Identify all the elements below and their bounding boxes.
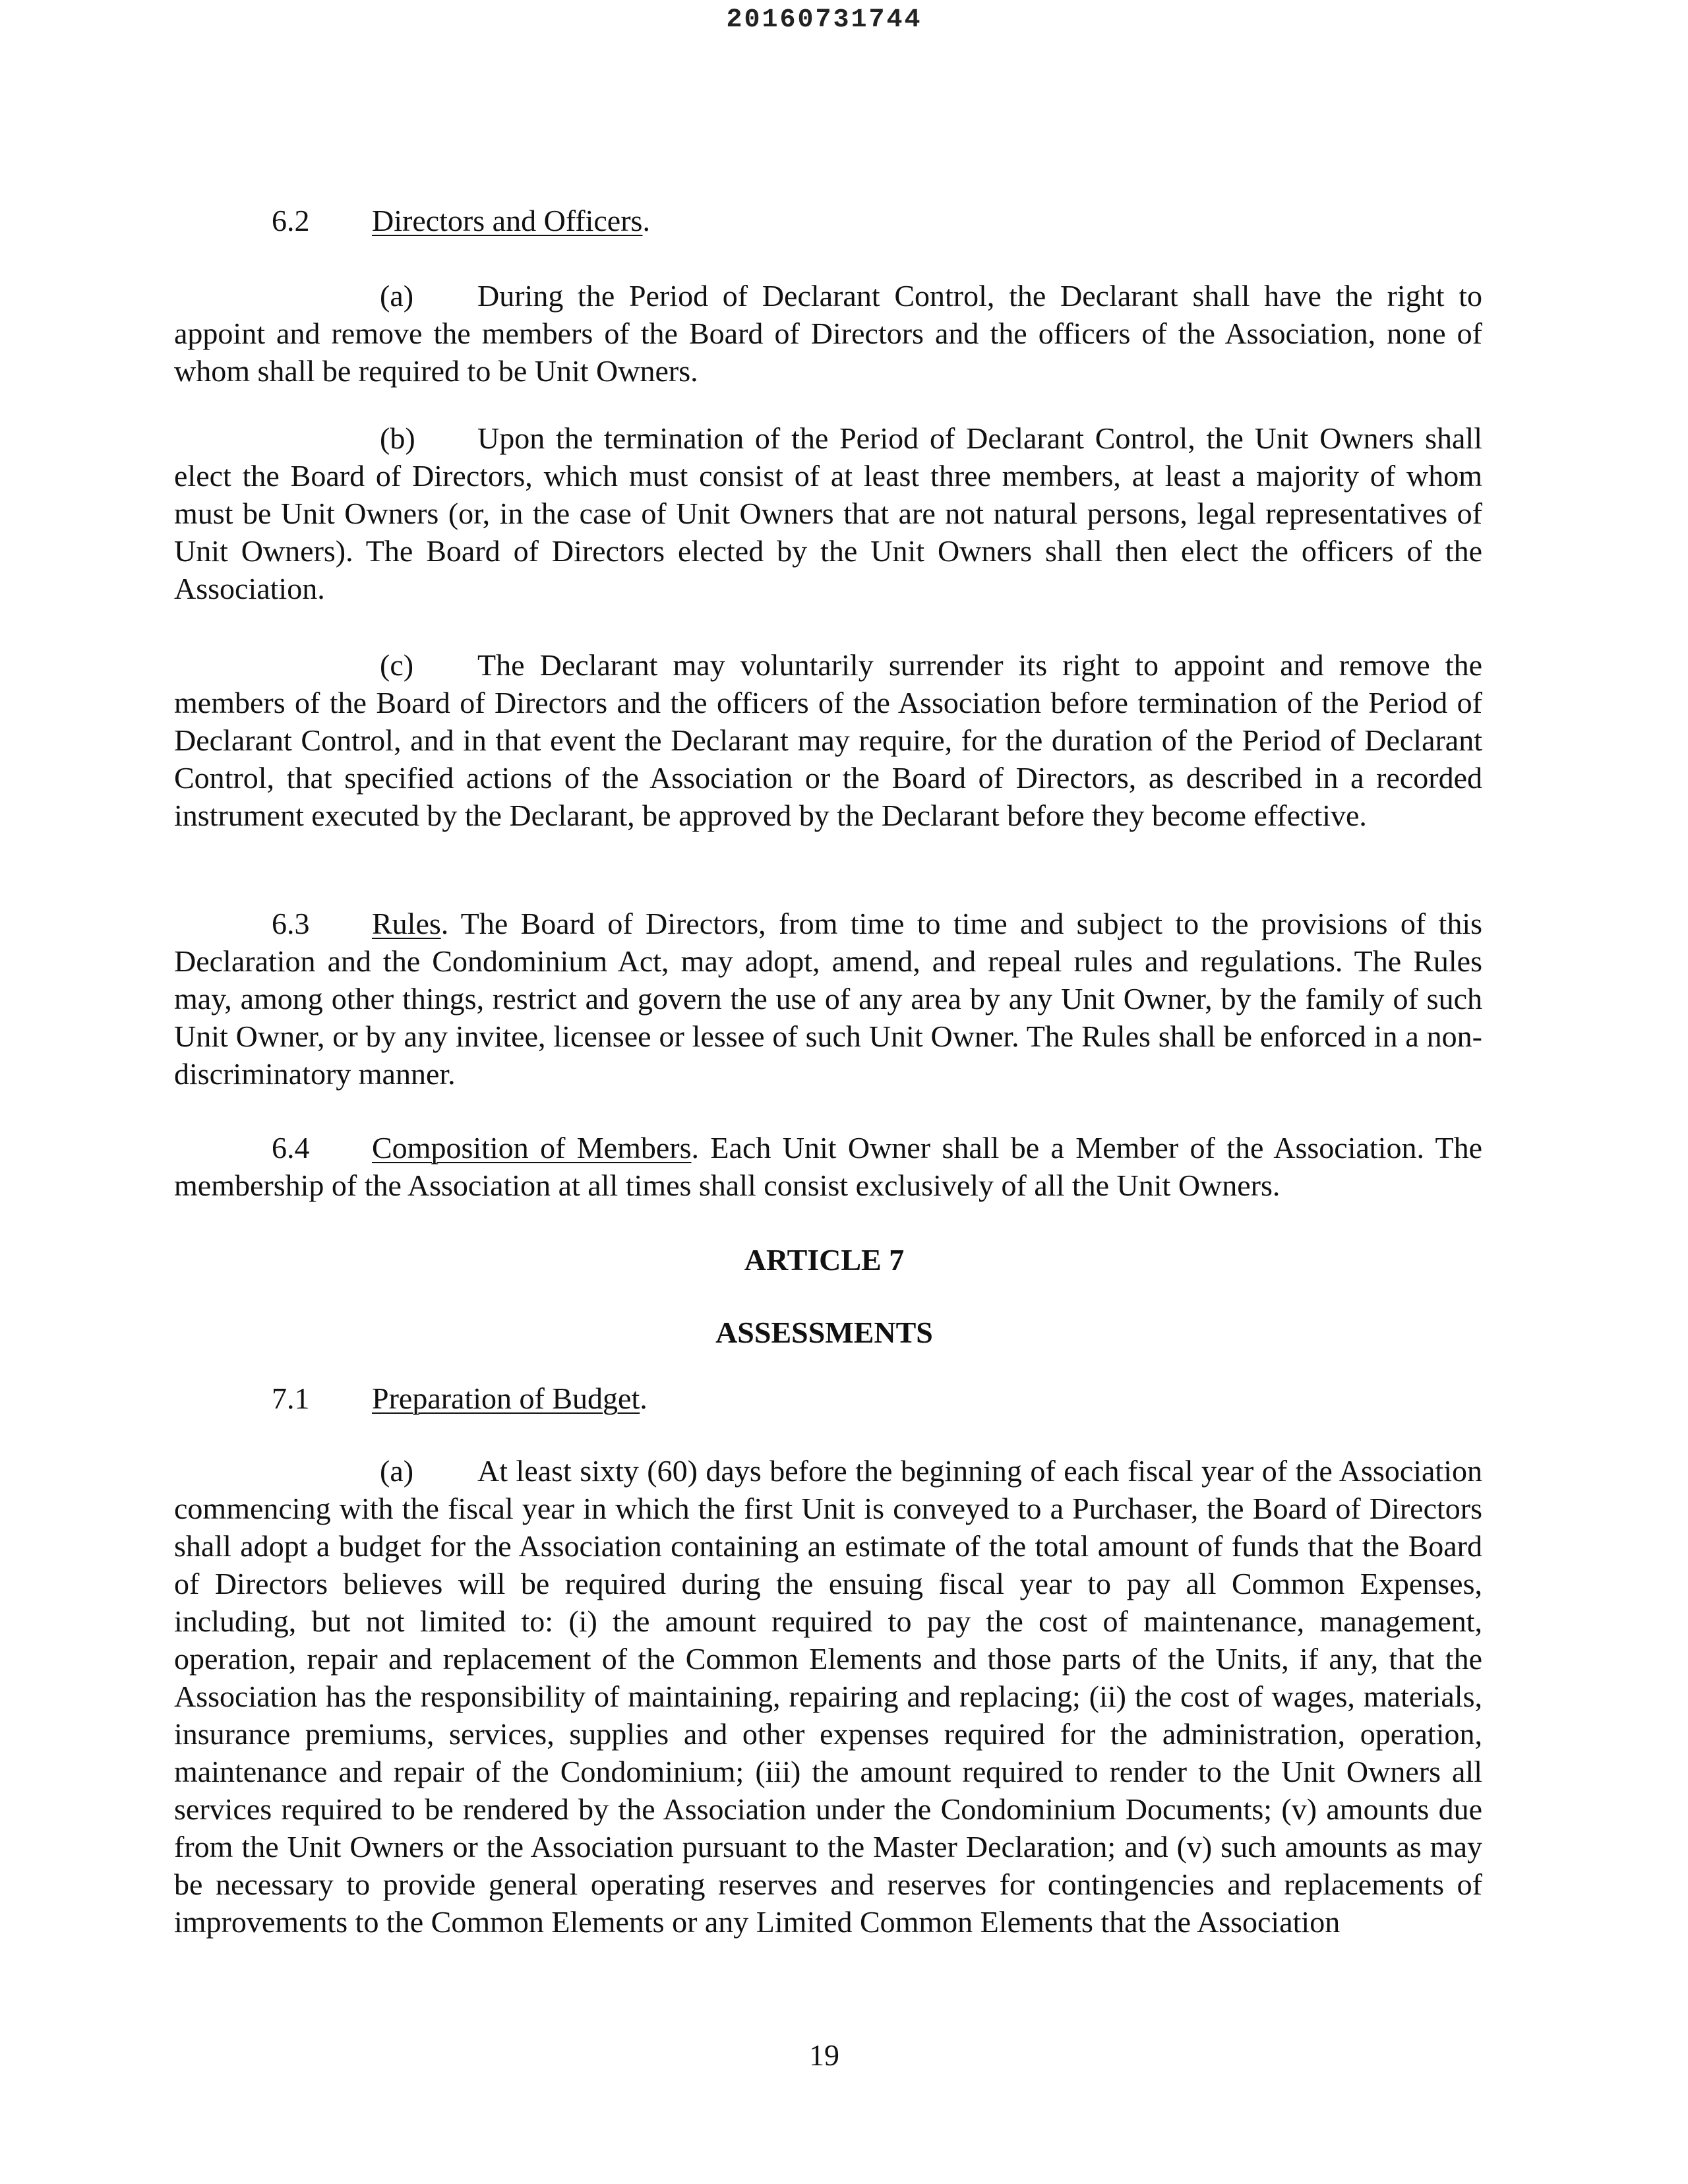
section-number: 6.2 — [272, 204, 310, 237]
document-number: 20160731744 — [726, 5, 922, 35]
section-title: Rules — [372, 907, 441, 940]
paragraph-label: (c) — [380, 648, 414, 682]
paragraph-label: (a) — [380, 279, 414, 313]
paragraph-text: At least sixty (60) days before the beginning of each fiscal year of the Association commencing with the fiscal year in which the first Unit is conveyed to a Purchaser, the Board of Directors shall adopt a budget for the Association containing an estimate of the total amount of funds that the Board of Directors believes will be required during the ensuing fiscal year to pay all Common Expenses, including, but not limited to: (i) the amount required to pay the cost of maintenance, management, operation, repair and replacement of the Common Elements and those parts of the Units, if any, that the Association has the responsibility of maintaining, repairing and replacing; (ii) the cost of wages, materials, insurance premiums, services, supplies and other expenses required for the administration, operation, maintenance and repair of the Condominium; (iii) the amount required to render to the Unit Owners all services required to be rendered by the Association under the Condominium Documents; (v) amounts due from the Unit Owners or the Association pursuant to the Master Declaration; and (v) such amounts as may be necessary to provide general operating reserves and reserves for contingencies and replacements of improvements to the Common Elements or any Limited Common Elements that the Association — [174, 1454, 1482, 1939]
section-number: 7.1 — [272, 1381, 310, 1415]
section-6-2-c — [174, 646, 1482, 834]
page-number: 19 — [809, 2038, 839, 2072]
section-title: Directors and Officers — [372, 204, 643, 237]
section-number: 6.4 — [272, 1131, 310, 1165]
section-title: Preparation of Budget — [372, 1381, 640, 1415]
section-7-1-heading: 7.1 Preparation of Budget. — [272, 1380, 648, 1417]
section-title: Composition of Members — [372, 1131, 692, 1165]
article-number: ARTICLE 7 — [744, 1243, 905, 1277]
paragraph: 6.4 Composition of Members. Each Unit Owner shall be a Member of the Association. The membership of the Association at all times shall consist exclusively of all the Unit Owners. — [174, 1129, 1482, 1204]
paragraph-text: The Declarant may voluntarily surrender its right to appoint and remove the members of the Board of Directors and the officers of the Association before termination of the Period of Declarant Control, and in that event the Declarant may require, for the duration of the Period of Declarant Control, that specified actions of the Association or the Board of Directors, as described in a recorded instrument executed by the Declarant, be approved by the Declarant before they become effective. — [174, 648, 1482, 832]
section-6-3 — [174, 905, 1482, 1093]
paragraph — [174, 646, 1482, 834]
section-number: 6.3 — [272, 907, 310, 940]
paragraph-label: (a) — [380, 1454, 414, 1488]
article-title: ASSESSMENTS — [715, 1316, 933, 1349]
section-6-2-a — [174, 277, 1482, 390]
paragraph — [174, 277, 1482, 390]
section-6-4 — [174, 1129, 1482, 1204]
paragraph-text: Upon the termination of the Period of Declarant Control, the Unit Owners shall elect the Board of Directors, which must consist of at least three members, at least a majority of whom must be Unit Owners (or, in the case of Unit Owners that are not natural persons, legal representatives of Unit Owners). The Board of Directors elected by the Unit Owners shall then elect the officers of the Association. — [174, 421, 1482, 605]
paragraph-text: Each Unit Owner shall be a Member of the Association. The membership of the Association at all times shall consist exclusively of all the Unit Owners. — [174, 1131, 1483, 1202]
section-7-1-a — [174, 1452, 1482, 1941]
paragraph — [174, 1452, 1482, 1941]
section-6-2-b — [174, 419, 1482, 607]
paragraph-label: (b) — [380, 421, 415, 455]
paragraph — [174, 419, 1482, 607]
section-6-2-heading: 6.2 Directors and Officers. — [272, 202, 650, 239]
paragraph-text: During the Period of Declarant Control, the Declarant shall have the right to appoint and remove the members of the Board of Directors and the officers of the Association, none of whom shall be required to be Unit Owners. — [174, 279, 1482, 388]
paragraph: 6.3 Rules. The Board of Directors, from time to time and subject to the provisions of this Declaration and the Condominium Act, may adopt, amend, and repeal rules and regulations. The Rules may, among other things, restrict and govern the use of any area by any Unit Owner, by the family of such Unit Owner, or by any invitee, licensee or lessee of such Unit Owner. The Rules shall be enforced in a non-discriminatory manner. — [174, 905, 1482, 1093]
paragraph-text: The Board of Directors, from time to time and subject to the provisions of this Declaration and the Condominium Act, may adopt, amend, and repeal rules and regulations. The Rules may, among other things, restrict and govern the use of any area by any Unit Owner, by the family of such Unit Owner, or by any invitee, licensee or lessee of such Unit Owner. The Rules shall be enforced in a non-discriminatory manner. — [174, 907, 1482, 1091]
